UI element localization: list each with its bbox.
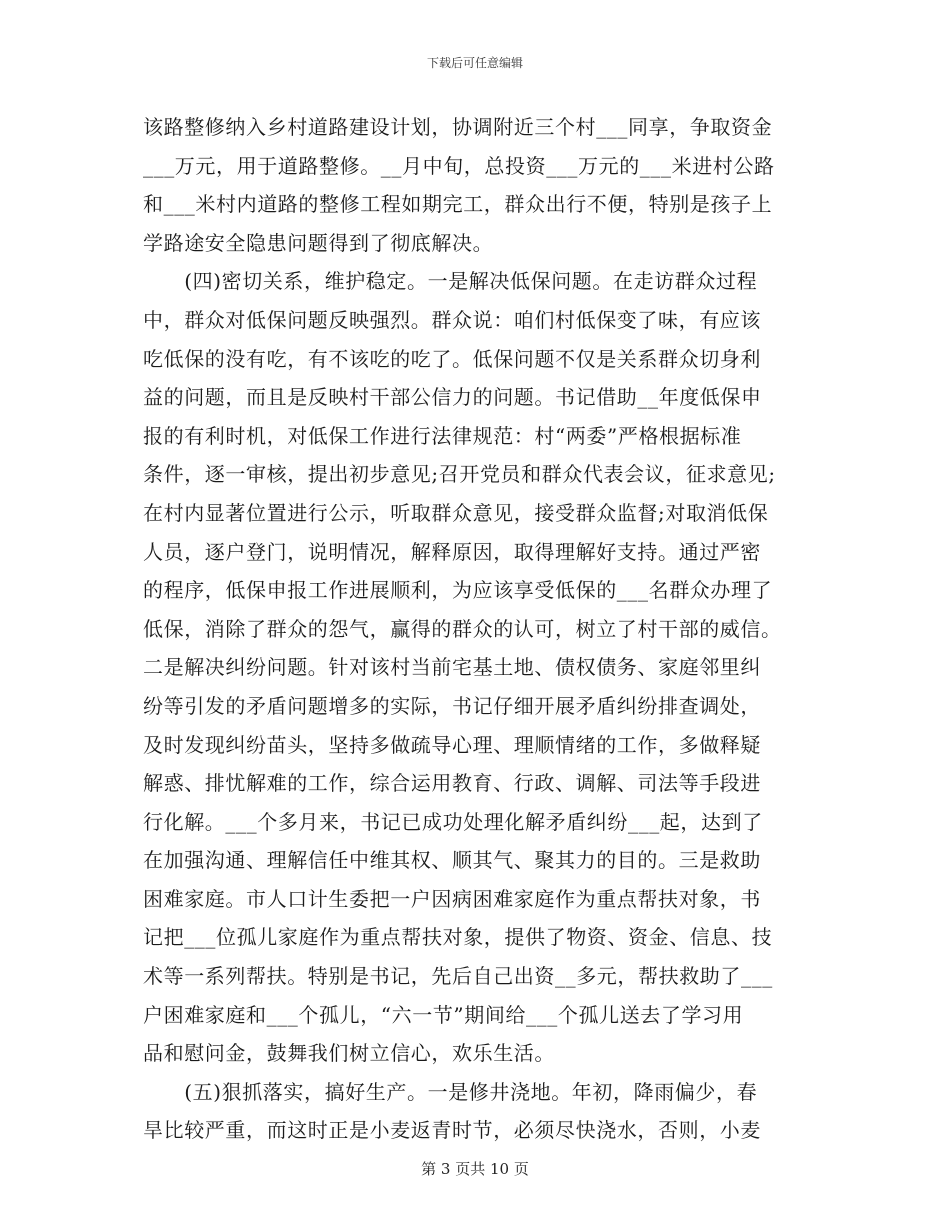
page-footer: 第 3 页共 10 页: [421, 1160, 529, 1178]
text-line: 中，群众对低保问题反映强烈。群众说：咱们村低保变了味，有应该: [143, 307, 761, 332]
text-line: 低保，消除了群众的怨气，赢得的群众的认可，树立了村干部的威信。: [143, 616, 782, 641]
document-body: [143, 108, 813, 1150]
text-line: 记把___位孤儿家庭作为重点帮扶对象，提供了物资、资金、信息、技: [143, 925, 773, 950]
text-line: 该路整修纳入乡村道路建设计划，协调附近三个村___同享，争取资金: [143, 115, 773, 139]
text-line: 学路途安全隐患问题得到了彻底解决。: [143, 230, 494, 255]
text-line: 困难家庭。市人口计生委把一户因病困难家庭作为重点帮扶对象，书: [143, 886, 761, 911]
text-line: 吃低保的没有吃，有不该吃的吃了。低保问题不仅是关系群众切身利: [143, 346, 761, 371]
text-line: (四)密切关系，维护稳定。一是解决低保问题。在走访群众过程: [143, 269, 758, 294]
text-line: 二是解决纠纷问题。针对该村当前宅基土地、债权债务、家庭邻里纠: [143, 655, 761, 680]
text-line: 的程序，低保申报工作进展顺利，为应该享受低保的___名群众办理了: [143, 578, 773, 603]
text-line: 和___米村内道路的整修工程如期完工，群众出行不便，特别是孩子上: [143, 192, 773, 217]
text-line: 在加强沟通、理解信任中维其权、顺其气、聚其力的目的。三是救助: [143, 848, 761, 873]
text-line: 人员，逐户登门，说明情况，解释原因，取得理解好支持。通过严密: [143, 539, 761, 564]
text-line: (五)狠抓落实，搞好生产。一是修井浇地。年初，降雨偏少，春: [143, 1079, 758, 1104]
text-line: 户困难家庭和___个孤儿，“六一节”期间给___个孤儿送去了学习用: [143, 1002, 744, 1027]
text-line: ___万元，用于道路整修。__月中旬，总投资___万元的___米进村公路: [143, 153, 775, 178]
text-line: 在村内显著位置进行公示，听取群众意见，接受群众监督;对取消低保: [143, 500, 769, 525]
text-line: 及时发现纠纷苗头，坚持多做疏导心理、理顺情绪的工作，多做释疑: [143, 732, 761, 757]
text-line: 解惑、排忧解难的工作，综合运用教育、行政、调解、司法等手段进: [143, 771, 761, 796]
text-line: 旱比较严重，而这时正是小麦返青时节，必须尽快浇水，否则，小麦: [143, 1118, 761, 1143]
text-line: 术等一系列帮扶。特别是书记，先后自己出资__多元，帮扶救助了___: [143, 964, 773, 989]
text-line: 品和慰问金，鼓舞我们树立信心，欢乐生活。: [143, 1041, 555, 1066]
page-header: 下载后可任意编辑: [426, 56, 523, 70]
text-line: 条件，逐一审核，提出初步意见;召开党员和群众代表会议，征求意见;: [143, 462, 776, 487]
text-line: 益的问题，而且是反映村干部公信力的问题。书记借助__年度低保申: [143, 385, 762, 410]
text-line: 纷等引发的矛盾问题增多的实际，书记仔细开展矛盾纠纷排查调处，: [143, 693, 761, 718]
text-line: 行化解。___个多月来，书记已成功处理化解矛盾纠纷___起，达到了: [143, 809, 763, 834]
text-line: 报的有利时机，对低保工作进行法律规范：村“两委”严格根据标准: [143, 423, 742, 448]
